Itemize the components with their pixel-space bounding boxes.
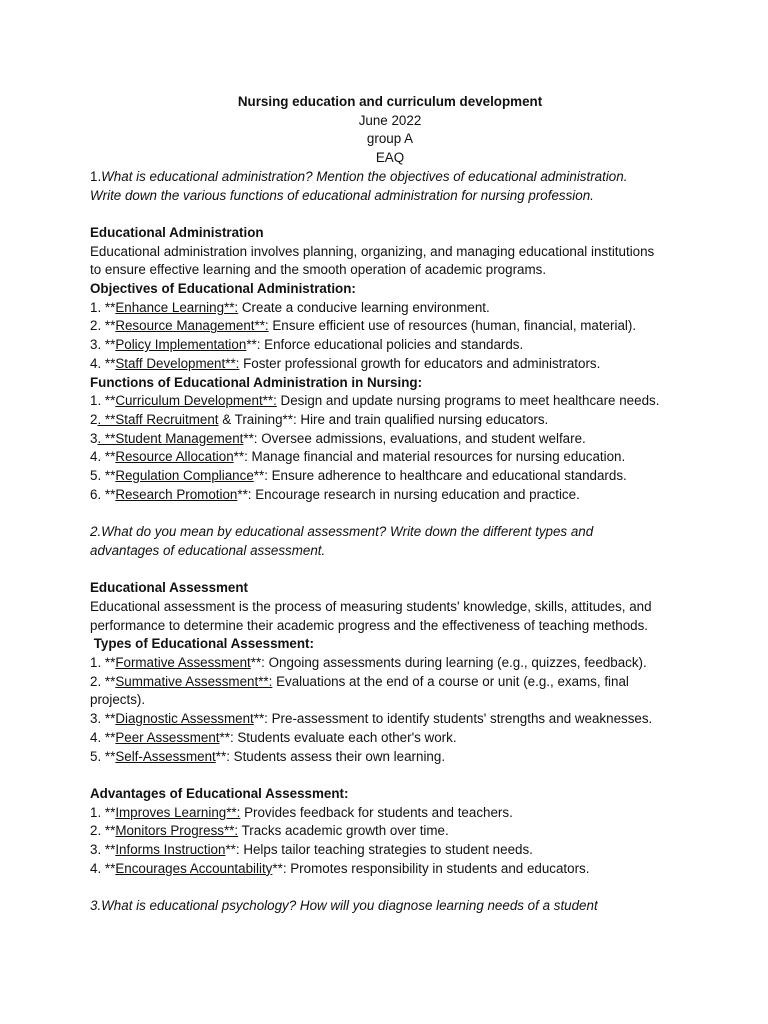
question-1-text: What is educational administration? Mention the objectives of educational administration. [101, 168, 628, 184]
list-item [90, 392, 690, 411]
item-prefix: 4. ** [90, 355, 116, 371]
item-text: **: Enforce educational policies and standards. [246, 337, 524, 353]
question-2-line-1: 2.What do you mean by educational assessment? Write down the different types and [90, 524, 594, 540]
item-term: Regulation Compliance [115, 468, 254, 484]
list-item [90, 336, 690, 355]
list-item [90, 448, 690, 467]
item-text: **: Ensure adherence to healthcare and educational standards. [253, 468, 627, 484]
list-item [90, 804, 690, 823]
item-term: Staff Development**: [115, 355, 240, 371]
item-term: . **Staff Recruitment [97, 411, 219, 427]
item-text: **: Promotes responsibility in students and educators. [272, 860, 590, 876]
question-type: EAQ [375, 150, 405, 166]
functions-list [90, 392, 690, 504]
list-item [90, 860, 690, 879]
blank-line [90, 766, 690, 785]
question-1-line-2: Write down the various functions of educational administration for nursing profession. [90, 187, 594, 203]
item-text: **: Ongoing assessments during learning (e.g., quizzes, feedback). [250, 655, 647, 671]
item-prefix: 3. ** [90, 842, 116, 858]
item-prefix: 2. ** [90, 673, 116, 689]
item-term: Monitors Progress**: [115, 823, 239, 839]
types-heading: Types of Educational Assessment: [90, 636, 314, 652]
item-prefix: 1. ** [90, 655, 116, 671]
item-text: Ensure efficient use of resources (human, financial, material). [268, 318, 637, 334]
question-1-number: 1. [90, 168, 102, 184]
assessment-intro-line-1: Educational assessment is the process of measuring students' knowledge, skills, attitudes, and [90, 598, 652, 614]
blank-line [90, 205, 690, 224]
list-item [90, 654, 690, 673]
item-text: **: Students assess their own learning. [215, 748, 446, 764]
item-text: **: Oversee admissions, evaluations, and student welfare. [243, 430, 586, 446]
item-term: . **Student Management [97, 430, 244, 446]
list-item [90, 748, 690, 767]
section-heading-assessment: Educational Assessment [90, 580, 249, 596]
item-term: Peer Assessment [115, 729, 220, 745]
exam-group: group A [366, 131, 414, 147]
list-item [90, 486, 690, 505]
list-item [90, 411, 690, 430]
item-prefix: 4. ** [90, 860, 116, 876]
item-term: Policy Implementation [115, 337, 247, 353]
item-term: Enhance Learning**: [115, 299, 239, 315]
item-term: Encourages Accountability [115, 860, 273, 876]
exam-date: June 2022 [358, 112, 422, 128]
item-prefix: 3 [90, 430, 98, 446]
blank-line [90, 878, 690, 897]
item-prefix: 2. ** [90, 823, 116, 839]
item-term: Diagnostic Assessment [115, 711, 254, 727]
item-text: **: Students evaluate each other's work. [219, 729, 457, 745]
list-item [90, 299, 690, 318]
item-prefix: 2. ** [90, 318, 116, 334]
blank-line [90, 504, 690, 523]
list-item [90, 430, 690, 449]
advantages-list [90, 804, 690, 879]
list-item [90, 467, 690, 486]
question-2-line-2: advantages of educational assessment. [90, 542, 326, 558]
document-title: Nursing education and curriculum development [237, 94, 543, 109]
item-prefix: 1. ** [90, 299, 116, 315]
administration-intro-line-1: Educational administration involves planning, organizing, and managing educational institutions [90, 243, 655, 259]
item-text: **: Encourage research in nursing education and practice. [237, 486, 580, 502]
assessment-intro-line-2: performance to determine their academic progress and the effectiveness of teaching methods. [90, 617, 649, 633]
item-text: **: Pre-assessment to identify students' strengths and weaknesses. [253, 711, 653, 727]
item-text: Tracks academic growth over time. [238, 823, 449, 839]
list-item [90, 822, 690, 841]
list-item [90, 710, 690, 729]
section-heading-administration: Educational Administration [90, 224, 264, 240]
types-list [90, 654, 690, 766]
item-term: Resource Allocation [115, 449, 234, 465]
item-prefix: 3. ** [90, 337, 116, 353]
question-1-line-1 [90, 168, 690, 187]
list-item [90, 841, 690, 860]
functions-heading: Functions of Educational Administration in Nursing: [90, 374, 423, 390]
item-text: & Training**: Hire and train qualified nursing educators. [218, 411, 549, 427]
item-prefix: 6. ** [90, 486, 116, 502]
item-prefix: 5. ** [90, 468, 116, 484]
item-term: Curriculum Development**: [115, 393, 277, 409]
administration-intro-line-2: to ensure effective learning and the smooth operation of academic programs. [90, 262, 547, 278]
document-page [90, 93, 690, 916]
item-term: Informs Instruction [115, 842, 226, 858]
advantages-heading: Advantages of Educational Assessment: [90, 785, 349, 801]
item-prefix: 3. ** [90, 711, 116, 727]
item-text: **: Helps tailor teaching strategies to student needs. [225, 842, 533, 858]
list-item [90, 729, 690, 748]
blank-line [90, 561, 690, 580]
list-item [90, 673, 650, 710]
item-term: Resource Management**: [115, 318, 269, 334]
item-text: Evaluations at the end of a course or unit (e.g., exams, final projects). [90, 673, 629, 708]
question-3-text: 3.What is educational psychology? How will you diagnose learning needs of a student [90, 898, 598, 914]
item-term: Formative Assessment [115, 655, 251, 671]
item-prefix: 1. ** [90, 393, 116, 409]
item-prefix: 2 [90, 411, 98, 427]
item-text: Provides feedback for students and teachers. [240, 804, 513, 820]
item-prefix: 4. ** [90, 729, 116, 745]
item-text: Create a conducive learning environment. [238, 299, 490, 315]
list-item [90, 355, 690, 374]
item-term: Research Promotion [115, 486, 238, 502]
item-term: Self-Assessment [115, 748, 216, 764]
item-text: Foster professional growth for educators and administrators. [239, 355, 601, 371]
objectives-list [90, 299, 690, 374]
item-term: Improves Learning**: [115, 804, 241, 820]
item-term: Summative Assessment**: [115, 673, 273, 689]
item-text: Design and update nursing programs to meet healthcare needs. [276, 393, 660, 409]
item-prefix: 1. ** [90, 804, 116, 820]
item-text: **: Manage financial and material resources for nursing education. [233, 449, 626, 465]
list-item [90, 317, 690, 336]
item-prefix: 4. ** [90, 449, 116, 465]
objectives-heading: Objectives of Educational Administration: [90, 281, 356, 297]
item-prefix: 5. ** [90, 748, 116, 764]
